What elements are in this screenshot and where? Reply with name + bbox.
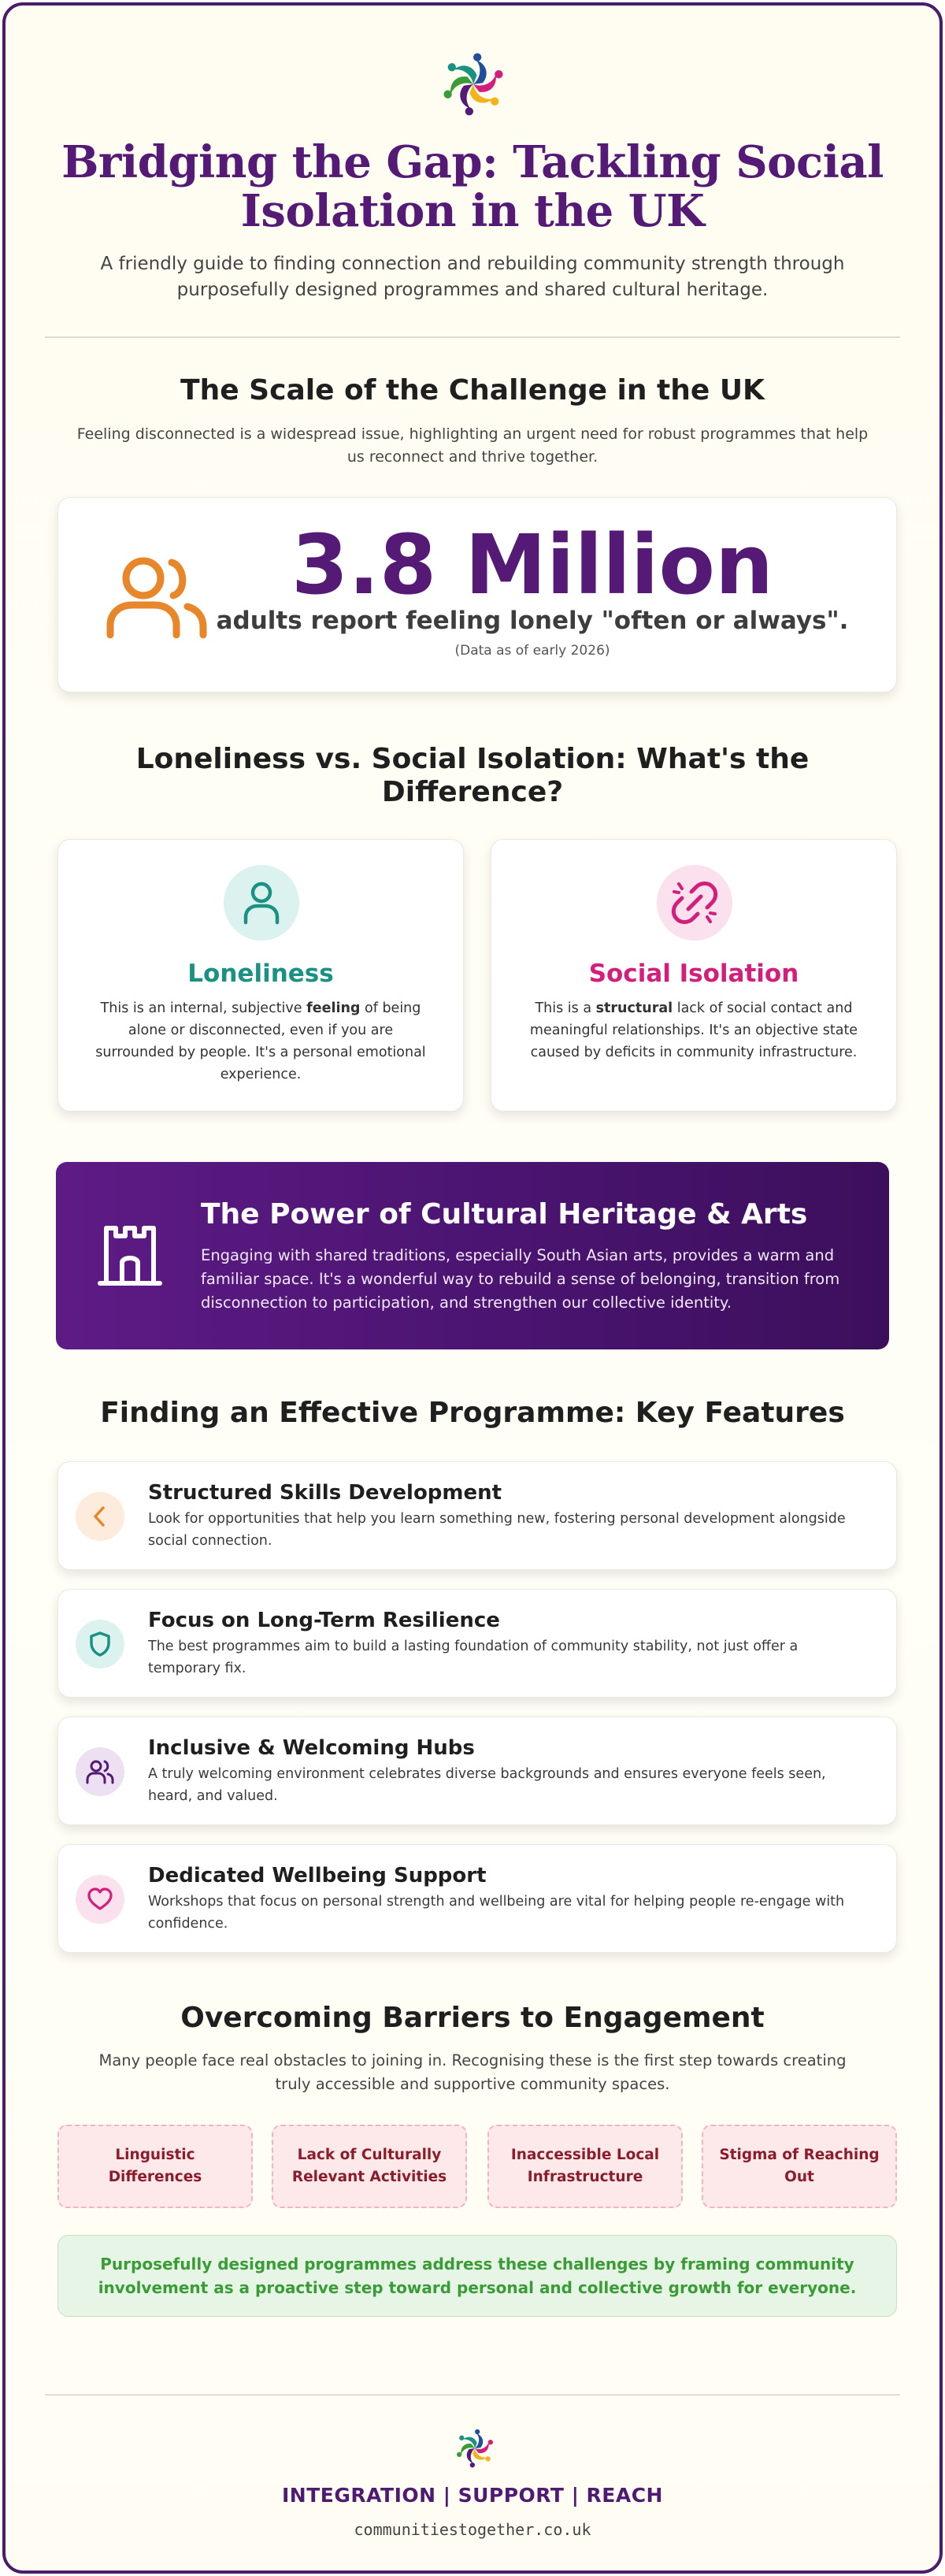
feature-text: The best programmes aim to build a lasting foundation of community stability, not just offer a temporary fix. [148,1639,799,1676]
loneliness-text: This is an internal, subjective feeling of being alone or disconnected, even if you are surrounded by people. It's a personal emotional experience. [95,1000,426,1082]
heritage-text: Engaging with shared traditions, especially South Asian arts, provides a warm and familiar space. It's a wonderful way to rebuild a sense of belonging, transition from disconnection to participation, and strengthen our collective identity. [201,1246,840,1312]
heritage-title: The Power of Cultural Heritage & Arts [201,1198,808,1230]
feature-title: Dedicated Wellbeing Support [148,1864,487,1887]
stat-number: 3.8 Million [291,517,773,613]
user-icon [224,865,299,941]
feature-item-resilience [57,1589,897,1698]
barrier-tag: Inaccessible Local Infrastructure [487,2125,683,2208]
isolation-title: Social Isolation [588,960,799,988]
scale-description: Feeling disconnected is a widespread issue, highlighting an urgent need for robust programmes that help us reconnect and thrive together. [76,425,869,466]
isolation-text: This is a structural lack of social contact and meaningful relationships. It's an objective state caused by deficits in community infrastructure. [529,1000,858,1060]
feature-item-skills [57,1461,897,1570]
heritage-banner [56,1162,889,1349]
page-frame [2,2,943,2574]
stat-label: adults report feeling lonely "often or always". [216,607,849,635]
barrier-tag: Linguistic Differences [57,2125,253,2208]
feature-item-inclusive [57,1717,897,1825]
page-subtitle: A friendly guide to finding connection and rebuilding community strength through purposefully designed programmes and shared cultural heritage. [100,254,845,300]
scale-heading: The Scale of the Challenge in the UK [180,374,765,406]
page-title: Bridging the Gap: Tackling Social Isolation in the UK [61,136,884,237]
community-pinwheel-logo [439,46,507,122]
barrier-tag: Lack of Culturally Relevant Activities [272,2125,467,2208]
shield-icon [76,1620,124,1668]
feature-title: Focus on Long-Term Resilience [148,1609,500,1632]
isolation-card [491,839,897,1112]
barriers-description: Many people face real obstacles to joining in. Recognising these is the first step towards creating truly accessible and supportive community spaces. [98,2051,847,2093]
footer-tagline: INTEGRATION | SUPPORT | REACH [282,2484,663,2507]
barrier-tag: Stigma of Reaching Out [702,2125,897,2208]
stat-card [57,497,897,692]
feature-text: A truly welcoming environment celebrates diverse backgrounds and ensures everyone feels seen, heard, and valued. [148,1766,826,1804]
heart-icon [76,1875,124,1924]
feature-item-wellbeing [57,1844,897,1953]
footer-website-link[interactable]: communitiestogether.co.uk [354,2520,591,2539]
feature-title: Inclusive & Welcoming Hubs [148,1736,475,1760]
barriers-conclusion: Purposefully designed programmes address these challenges by framing community involvement as a proactive step toward personal and collective growth for everyone. [57,2235,897,2317]
loneliness-title: Loneliness [187,960,334,988]
stat-note: (Data as of early 2026) [454,643,610,659]
features-heading: Finding an Effective Programme: Key Features [100,1397,845,1429]
barriers-heading: Overcoming Barriers to Engagement [180,2002,765,2034]
loneliness-card [57,839,464,1112]
footer-divider [45,2394,900,2396]
difference-heading: Loneliness vs. Social Isolation: What's the Difference? [135,743,810,808]
community-pinwheel-logo [454,2426,496,2471]
feature-title: Structured Skills Development [148,1481,502,1505]
header-divider [45,336,900,338]
castle-tower-icon [97,1222,163,1288]
feature-text: Look for opportunities that help you learn something new, fostering personal development alongside social connection. [148,1511,846,1549]
chevron-left-icon [76,1492,124,1541]
feature-text: Workshops that focus on personal strength and wellbeing are vital for helping people re-engage with confidence. [148,1894,845,1932]
broken-link-icon [657,865,732,941]
people-icon [76,1747,124,1796]
